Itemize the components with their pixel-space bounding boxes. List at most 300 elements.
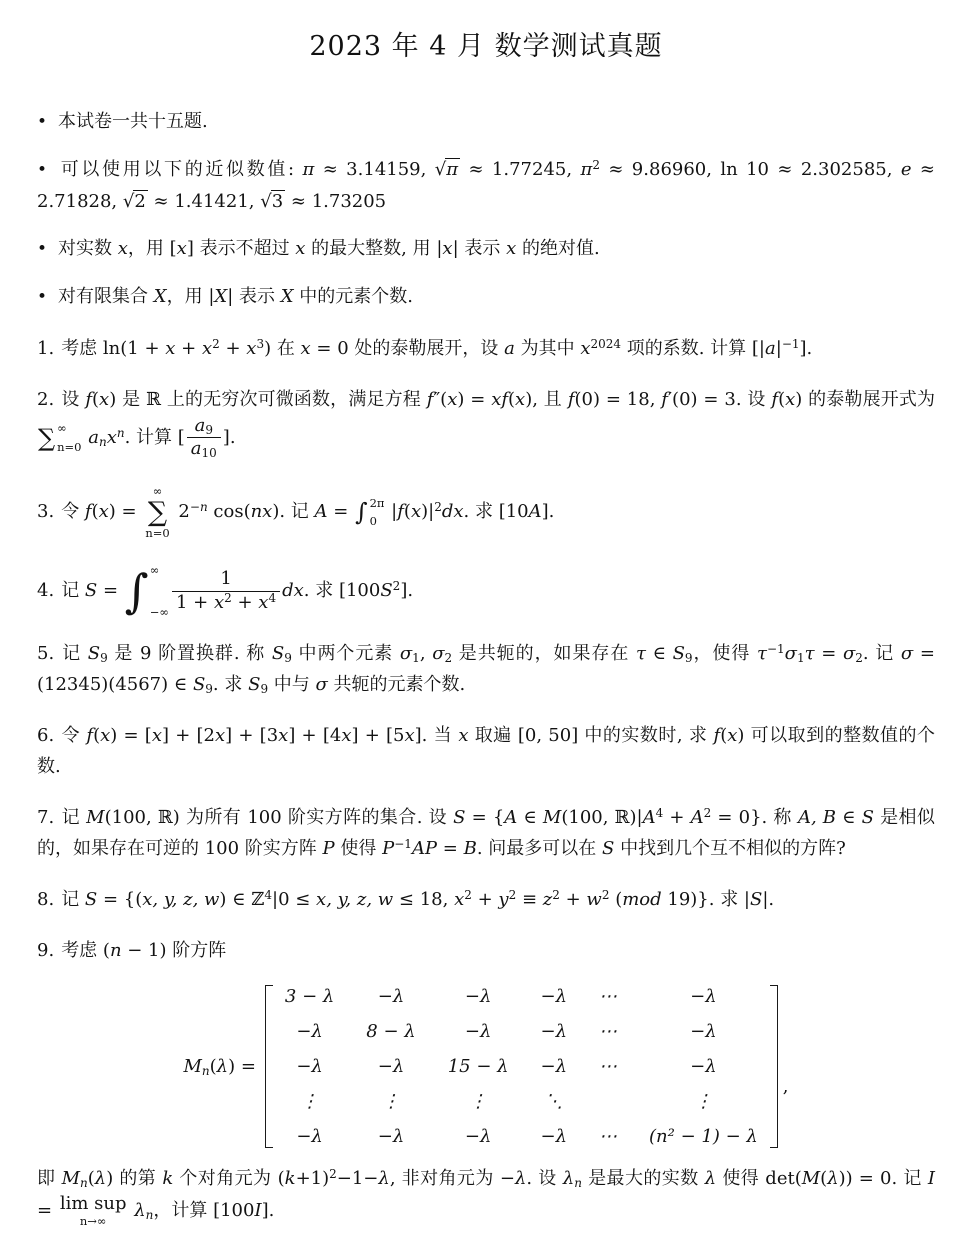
math-run: x [106,426,117,448]
subscript: 9 [684,651,693,666]
math-run: S [271,643,285,665]
math-run: x [447,388,458,410]
numerator [191,415,217,438]
math-run: σ [900,643,914,665]
text-run: ≤ 18, [393,889,455,911]
text-run: ，计算 [100 [153,1200,255,1222]
text-run: = 0}. 称 [711,807,798,829]
math-run: x [117,237,128,259]
math-run: f [567,388,575,410]
subscript: n [145,1208,154,1223]
math-run: P [382,838,395,860]
math-run: f [85,388,93,410]
math-run: x [151,725,162,747]
problem-8 [37,884,935,915]
text-run: ( [720,725,728,747]
matrix-cell: −λ [377,986,405,1008]
text-run: ] + [5 [351,725,405,747]
sqrt-content: π [446,158,459,180]
text-run: 中找到几个互不相似的方阵? [614,838,846,860]
text-run: −1− [336,1168,379,1190]
superscript: 4 [264,888,272,903]
note-item [37,154,935,217]
text-run: ( [403,501,411,523]
text-run: ) = [457,388,492,410]
sqrt-radical-icon: √ [434,158,446,180]
subscript: 9 [284,651,292,666]
superscript: 2 [392,579,401,594]
text-run: ( [92,388,100,410]
math-run: M [542,807,562,829]
limsup-operator [60,1194,127,1228]
matrix-cell: −λ [296,1056,323,1078]
math-run: x [201,337,213,359]
text-run: 使得 [334,838,383,860]
fraction [172,568,280,614]
text-run: . 求 [100 [303,580,381,602]
problem-text [37,725,935,777]
math-run: x [214,725,226,747]
math-run: τ [804,643,815,665]
text-run: + [175,337,202,359]
problem-text [61,338,812,359]
text-run: ( [87,1168,95,1190]
matrix-right-bracket [770,985,778,1148]
note-item [37,233,935,265]
text-run: 记 [61,643,88,665]
text-run: 令 [61,501,85,523]
math-run: x [506,237,517,259]
text-run: ) 可以取到的整数值的个数. [37,725,936,778]
text-run: ]. [222,426,236,448]
math-run: τ [635,643,646,665]
numerator [216,568,235,591]
text-run: , 非对角元为 − [389,1168,515,1190]
math-run: λ [704,1168,717,1190]
superscript: 2 [224,590,232,605]
sqrt-content: 2 [134,190,146,212]
math-run: y [498,889,509,911]
subscript: 10 [201,446,217,461]
text-run: 1 + [175,591,214,613]
text-run: + [471,889,499,911]
text-run: 考虑 ln(1 + [61,337,166,359]
limsup-under: n→∞ [79,1213,107,1228]
text-run: ) 在 [264,337,301,359]
matrix-left-bracket [265,985,273,1148]
problem-text [61,563,414,619]
bullet-icon: • [37,159,48,180]
upper-limit: ∞ [152,483,163,498]
text-run: ) = [108,501,143,523]
math-run: x [442,237,453,259]
math-run: a [88,426,99,448]
matrix-cell: −λ [296,1126,323,1148]
text-run: ，使得 [692,643,757,665]
text-run: ]. 当 [414,725,459,747]
math-run: k [284,1168,296,1190]
math-run: dx [441,501,464,523]
lower-limit: 0 [369,514,377,529]
text-run: ) = [228,1056,256,1078]
page-title: 2023 年 4 月 数学测试真题 [309,31,663,62]
matrix-cell: ⋮ [381,1091,400,1113]
superscript: 2 [592,157,600,172]
math-run: A [690,807,704,829]
matrix-cell: −λ [690,1021,717,1043]
text-run: ]. [541,501,555,523]
math-run: f [426,388,434,410]
text-run: 19)}. 求 | [661,889,750,911]
superscript: 4 [655,806,664,821]
math-run: λ [514,1168,527,1190]
math-run: x [213,591,225,613]
superscript: 2 [601,888,610,903]
subscript: n [574,1176,582,1191]
sqrt-radical-icon: √ [122,190,134,212]
text-run: |. [762,889,775,911]
math-run: x [99,388,110,410]
text-run: ( [93,725,101,747]
text-run: cos( [207,501,251,523]
math-run: λ [216,1056,229,1078]
text-run: | [775,337,782,359]
text-run: 是 9 阶置换群. 称 [107,643,272,665]
note-text [58,111,208,132]
text-run: = (12345)(4567) ∈ [37,643,935,696]
note-text [58,238,600,259]
math-run: S [672,643,685,665]
matrix-cell: ⋯ [599,1021,618,1043]
text-run: +1) [295,1168,330,1190]
operator-symbol: ∑ [147,496,168,528]
text-run: 是相似的，如果存在可逆的 100 阶实方阵 [37,807,935,860]
text-run: = {( [97,889,143,911]
matrix-cell: ⋮ [694,1091,713,1113]
math-run: M [86,807,105,829]
problem-text [37,807,935,859]
text-run: ] + [4 [288,725,342,747]
matrix-cell: ⋯ [599,1056,618,1078]
problem-text [37,388,935,461]
matrix-cell: 15 − λ [447,1056,509,1078]
superscript: −n [189,500,208,515]
text-run: 设 [61,388,86,410]
math-run: π [302,158,315,180]
math-run: f [84,501,92,523]
subscript: 1 [796,651,805,666]
bullet-icon: • [37,286,48,307]
text-run: ). 记 [272,501,315,523]
problem-6 [37,720,935,782]
math-run: w [586,889,602,911]
upper-limit: ∞ [149,563,160,578]
text-run: | 表示 [452,237,507,259]
sqrt-radical-icon: √ [260,190,271,212]
superscript: 2 [434,500,442,515]
text-run: 中两个元素 [291,643,400,665]
math-run: x [295,237,306,259]
sqrt-content: 3 [271,190,284,212]
text-run: ] 表示不超过 [186,237,296,259]
sqrt [260,190,285,212]
subscript: 1 [412,651,420,666]
text-run: . 设 [526,1168,563,1190]
math-run: x [341,725,352,747]
text-run: ( [209,1056,217,1078]
problem-number: 3. [37,501,55,523]
math-run: S [192,674,206,696]
text-run: ≈ 1.41421, [147,190,261,212]
math-run: σ [842,643,856,665]
math-run: z [542,889,553,911]
text-run: | [385,501,398,523]
subscript: 9 [205,422,213,437]
text-run: ) 是 ℝ 上的无穷次可微函数，满足方程 [109,388,427,410]
problem-3 [37,485,935,540]
math-run: a [765,337,776,359]
math-run: dx [282,580,304,602]
lower-limit: −∞ [149,604,169,619]
problem-text [61,940,226,961]
matrix-lhs [183,1051,255,1082]
matrix-cell: −λ [377,1056,405,1078]
subscript: n [80,1176,88,1191]
subscript: 9 [205,682,213,697]
math-run: S [84,889,98,911]
text-run: | 表示 [227,285,281,307]
text-run: ≈ 1.73205 [285,190,387,212]
text-run: 2 [172,501,190,523]
text-run: ) ∈ ℤ [219,889,265,911]
math-run: S [861,807,874,829]
upper-limit: 2π [369,495,385,510]
problem-number: 6. [37,725,55,747]
text-run: ，用 | [166,285,215,307]
text-run: ∈ [836,807,862,829]
subscript: 2 [444,651,453,666]
superscript: −1 [766,642,785,657]
text-run: = [97,580,124,602]
problem-text [37,643,935,695]
subscript: n [201,1064,210,1079]
text-run: ]. [400,580,414,602]
text-run: 是共轭的，如果存在 [452,643,636,665]
big-operator [38,422,82,453]
matrix-cell: ⋱ [544,1091,563,1113]
math-run: λ [562,1168,575,1190]
math-run: x, y, z, w [316,889,394,911]
text-run: (0) = 18, [574,388,662,410]
text-run: ) = [ [110,725,152,747]
math-run: xf [491,388,509,410]
math-run: σ [432,643,445,665]
text-run: ∈ [645,643,673,665]
superscript: 3 [256,336,265,351]
math-run: x, y, z, w [142,889,220,911]
matrix-cell: −λ [690,1056,717,1078]
note-item [37,106,935,138]
math-run: x [458,725,469,747]
equation-comma: , [782,1076,789,1098]
matrix-cell: −λ [464,1021,492,1043]
math-run: nx [250,501,273,523]
text-run: . 计算 [ [124,426,185,448]
superscript: 2 [212,336,220,351]
text-run: ( [508,388,516,410]
math-run: X [280,285,294,307]
limsup-text: lim sup [59,1193,127,1215]
bullet-icon: • [37,238,48,259]
math-run: σ [784,643,797,665]
denominator [172,591,280,615]
text-run: ≈ 3.14159, [314,158,435,180]
problems-list [37,333,935,1228]
math-run: x [176,237,187,259]
math-run: M [801,1168,821,1190]
text-run: 项的系数. 计算 [| [621,337,765,359]
problem-5 [37,638,935,700]
math-run: σ [399,643,413,665]
superscript: 4 [268,590,277,605]
problem-number: 7. [37,807,55,829]
text-run: )) = 0. 记 [838,1168,928,1190]
upper-limit: ∞ [57,421,67,436]
text-run: + [219,337,247,359]
text-run: 的最大整数, 用 | [305,237,443,259]
operator-symbol: ∫ [355,498,368,527]
math-run: x [246,337,257,359]
text-run: ≈ 2.71828, [37,158,935,212]
matrix-cell: −λ [540,1126,568,1148]
problem-2 [37,384,935,461]
lower-limit: n=0 [57,439,82,454]
text-run: = [37,1200,58,1222]
big-operator [125,564,169,618]
text-run: 中与 [268,674,316,696]
math-run: S [87,643,101,665]
operator-limits [150,564,169,618]
text-run: . 问最多可以在 [476,838,602,860]
math-run: a [194,414,206,436]
math-run: x [100,725,111,747]
math-run: x [300,337,311,359]
math-run: X [214,285,228,307]
text-run: ( [778,388,786,410]
math-run: I [254,1200,262,1222]
math-run: A, B [797,807,837,829]
text-run: ′(0) = 3. 设 [667,388,772,410]
problem-1 [37,333,935,364]
superscript: −1 [394,837,412,852]
math-run: S [380,580,393,602]
problem-text [37,1167,936,1228]
matrix-equation [37,982,935,1151]
math-run: λ [827,1168,839,1190]
math-run: λ [378,1168,390,1190]
operator-symbol: ∫ [124,564,149,619]
text-run: (100, ℝ) 为所有 100 阶实方阵的集合. 设 [104,807,454,829]
math-run: e [900,158,912,180]
math-run: x [580,337,591,359]
math-run: AP [411,838,438,860]
text-run: 本试卷一共十五题. [58,110,208,132]
text-run: ( [91,501,99,523]
text-run: ) 的泰勒展开式为 [795,388,935,410]
subscript: 9 [260,682,269,697]
math-run: x [454,889,465,911]
problem-number: 5. [37,643,55,665]
math-run: A [528,501,542,523]
note-item [37,281,935,313]
text-run: ∈ [517,807,543,829]
problem-number: 2. [37,388,55,410]
text-run: , [419,643,433,665]
text-run: 为其中 [514,337,581,359]
superscript: 2 [508,888,517,903]
bullet-icon: • [37,111,48,132]
matrix-cell: −λ [296,1021,323,1043]
math-run: S [750,889,763,911]
text-run: 即 [37,1168,62,1190]
text-run: − 1) 阶方阵 [121,940,227,962]
text-run: = { [465,807,505,829]
matrix-cell: ⋮ [469,1091,488,1113]
math-run: A [314,501,328,523]
text-run: ≈ 9.86960, ln 10 ≈ 2.302585, [599,158,901,180]
math-run: mod [622,889,662,911]
math-run: x [785,388,796,410]
superscript: 2 [464,888,472,903]
superscript: −1 [781,336,800,351]
text-run: )| [421,501,435,523]
problem-number: 4. [37,580,55,602]
matrix-cell: 8 − λ [366,1021,416,1043]
math-run: B [463,838,477,860]
math-run: S [84,580,98,602]
math-run: S [453,807,466,829]
text-run: = 0 处的泰勒展开，设 [310,337,505,359]
lower-limit: n=0 [145,525,170,540]
matrix-cell: ⋯ [599,986,618,1008]
math-run: I [927,1168,936,1190]
subscript: 2 [855,651,863,666]
math-run: f [713,725,721,747]
text-run: 中的元素个数. [293,285,414,307]
matrix-cell: −λ [540,986,568,1008]
math-run: σ [315,674,328,696]
text-run: ), 且 [525,388,568,410]
text-run: ，用 [ [127,237,177,259]
math-run: x [278,725,289,747]
math-run: M [183,1056,202,1078]
problem-number: 9. [37,940,55,962]
text-run: ≈ 1.77245, [460,158,581,180]
text-run: ) 的第 [106,1168,163,1190]
math-run: f [86,725,94,747]
math-run: k [162,1168,174,1190]
math-run: f [397,501,404,523]
text-run: 令 [61,725,87,747]
superscript: n [116,425,125,440]
superscript: 2 [552,888,560,903]
sqrt [123,190,148,212]
operator-limits [370,497,385,528]
matrix-cell: 3 − λ [284,986,335,1008]
text-run: . 求 [10 [463,501,529,523]
math-run: A [504,807,518,829]
text-run: ″( [433,388,448,410]
